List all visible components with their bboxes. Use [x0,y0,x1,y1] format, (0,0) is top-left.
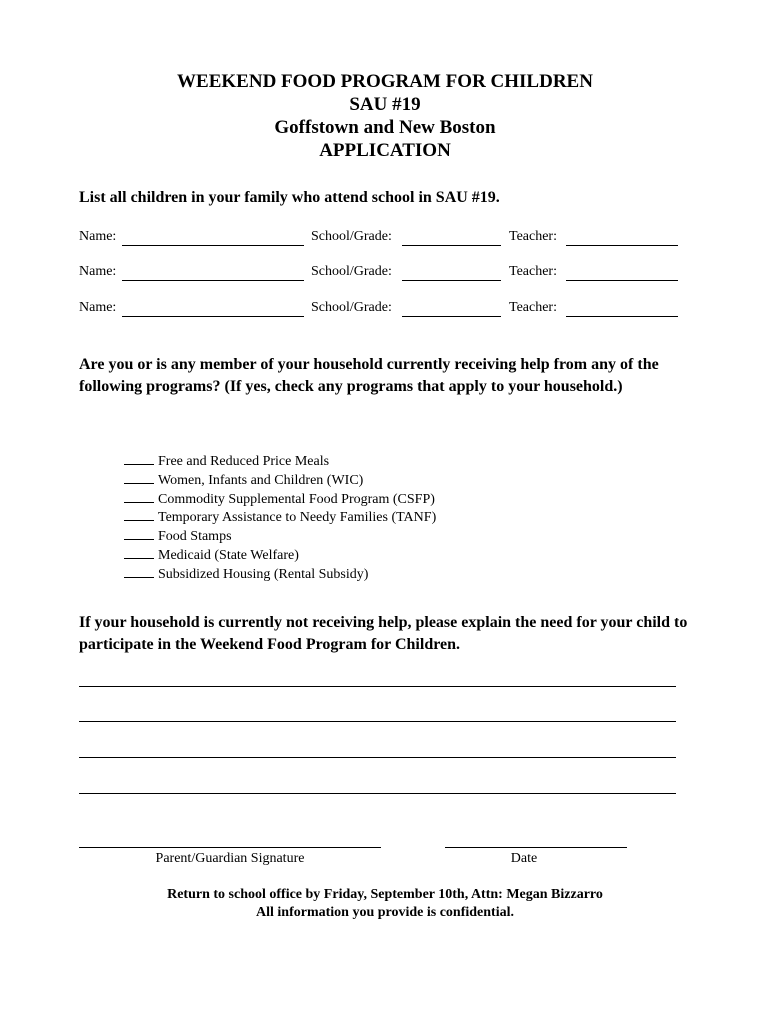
confidentiality-note: All information you provide is confidential. [256,905,514,920]
grade-label: School/Grade: [311,264,392,279]
program-check-blank[interactable] [124,546,154,559]
name-field[interactable] [122,316,304,317]
programs-heading: Are you or is any member of your household currently receiving help from any of the following programs? (If yes, check any programs that apply to your household.) [79,356,659,395]
program-check-blank[interactable] [124,527,154,540]
teacher-label: Teacher: [509,264,557,279]
program-item [124,471,436,490]
program-label: Women, Infants and Children (WIC) [158,472,364,488]
signature-label: Parent/Guardian Signature [155,851,305,866]
explanation-line[interactable] [79,793,676,794]
program-label: Temporary Assistance to Needy Families (TANF) [158,510,437,526]
programs-list [124,452,436,584]
grade-label: School/Grade: [311,300,392,315]
teacher-label: Teacher: [509,300,557,315]
signature-line[interactable] [79,847,381,848]
program-check-blank[interactable] [124,490,154,503]
teacher-label: Teacher: [509,229,557,244]
need-heading: If your household is currently not receiving help, please explain the need for your child to participate in the Weekend Food Program for Children. [79,614,688,653]
program-check-blank[interactable] [124,452,154,465]
name-label: Name: [79,264,117,279]
program-check-blank[interactable] [124,471,154,484]
footer-note [0,886,770,922]
child-row [79,229,679,249]
program-item [124,565,436,584]
form-title [0,70,770,162]
program-label: Subsidized Housing (Rental Subsidy) [158,566,369,582]
program-label: Food Stamps [158,529,232,545]
explanation-line[interactable] [79,721,676,722]
program-item [124,527,436,546]
name-field[interactable] [122,245,304,246]
child-row [79,300,679,320]
program-item [124,508,436,527]
program-check-blank[interactable] [124,508,154,521]
title-sau: SAU #19 [349,94,421,115]
title-towns: Goffstown and New Boston [274,117,496,138]
name-label: Name: [79,229,117,244]
grade-label: School/Grade: [311,229,392,244]
date-line[interactable] [445,847,627,848]
child-row [79,264,679,284]
date-label: Date [510,851,538,866]
title-application: APPLICATION [319,140,451,161]
program-label: Free and Reduced Price Meals [158,454,330,469]
program-item [124,452,436,471]
program-item [124,546,436,565]
explanation-line[interactable] [79,686,676,687]
children-heading: List all children in your family who attend school in SAU #19. [79,189,500,206]
program-label: Commodity Supplemental Food Program (CSFP) [158,491,435,507]
grade-field[interactable] [402,316,501,317]
return-instructions: Return to school office by Friday, September 10th, Attn: Megan Bizzarro [167,887,603,902]
explanation-line[interactable] [79,757,676,758]
name-label: Name: [79,300,117,315]
grade-field[interactable] [402,245,501,246]
teacher-field[interactable] [566,280,678,281]
grade-field[interactable] [402,280,501,281]
teacher-field[interactable] [566,245,678,246]
name-field[interactable] [122,280,304,281]
program-label: Medicaid (State Welfare) [158,547,299,563]
title-program: WEEKEND FOOD PROGRAM FOR CHILDREN [177,71,593,92]
program-item [124,490,436,509]
program-check-blank[interactable] [124,565,154,578]
teacher-field[interactable] [566,316,678,317]
